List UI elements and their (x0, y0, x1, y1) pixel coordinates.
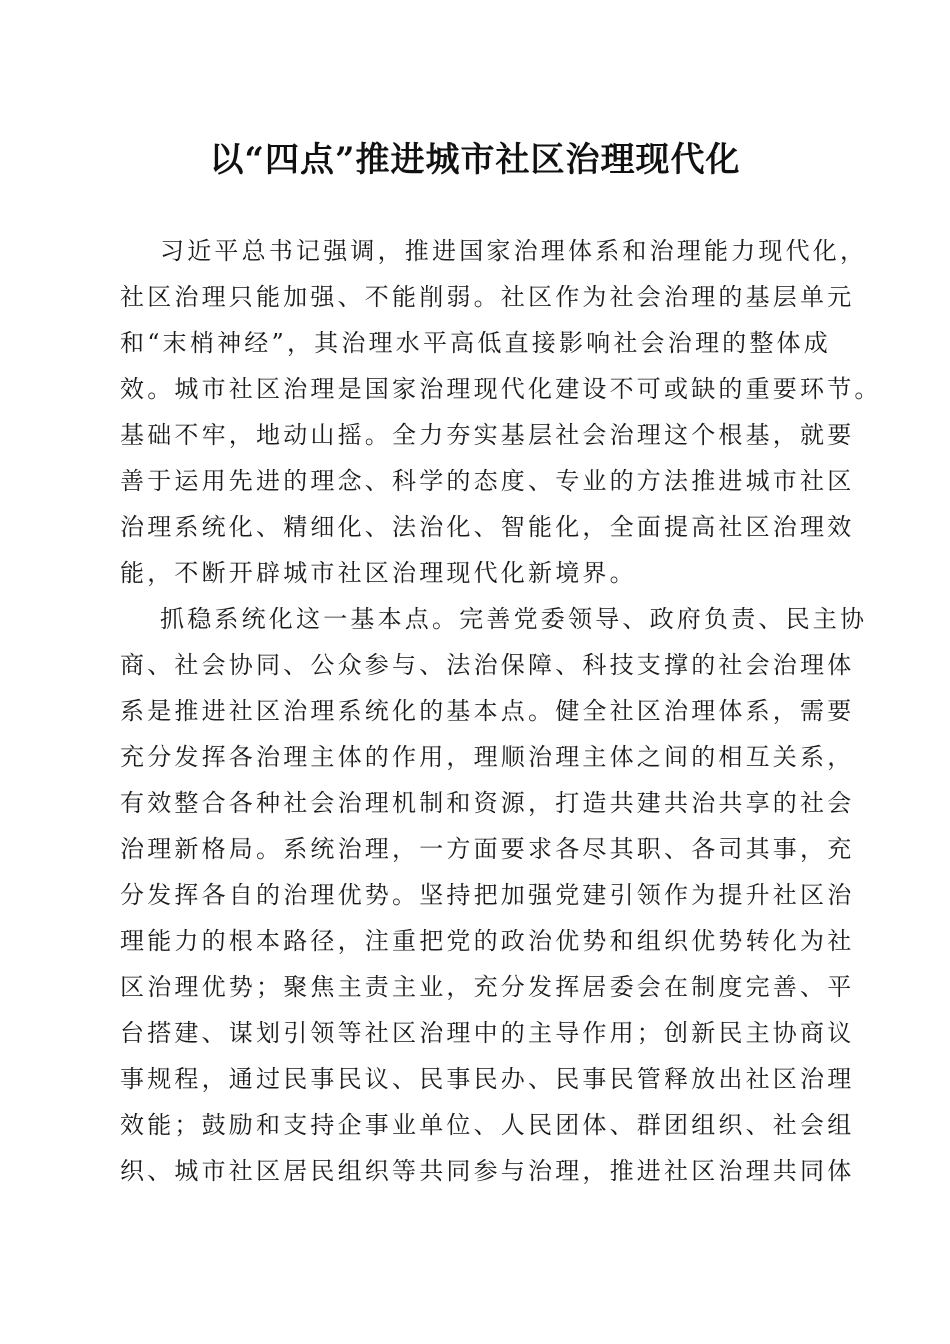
paragraph-line: 分发挥各自的治理优势。坚持把加强党建引领作为提升社区治 (120, 881, 855, 909)
paragraph-line: 基础不牢，地动山摇。全力夯实基层社会治理这个根基，就要 (120, 421, 855, 449)
paragraph-line: 善于运用先进的理念、科学的态度、专业的方法推进城市社区 (120, 467, 855, 495)
paragraph-line: 和“末梢神经”，其治理水平高低直接影响社会治理的整体成 (120, 329, 831, 357)
document-body (120, 228, 882, 1194)
paragraph-1 (120, 228, 882, 596)
paragraph-2 (120, 596, 868, 1194)
paragraph-line: 习近平总书记强调，推进国家治理体系和治理能力现代化， (160, 237, 868, 265)
paragraph-line: 能，不断开辟城市社区治理现代化新境界。 (120, 559, 637, 587)
paragraph-line: 事规程，通过民事民议、民事民办、民事民管释放出社区治理 (120, 1065, 855, 1093)
paragraph-line: 效能；鼓励和支持企事业单位、人民团体、群团组织、社会组 (120, 1111, 855, 1139)
paragraph-line: 织、城市社区居民组织等共同参与治理，推进社区治理共同体 (120, 1157, 855, 1185)
paragraph-line: 治理系统化、精细化、法治化、智能化，全面提高社区治理效 (120, 513, 855, 541)
paragraph-line: 充分发挥各治理主体的作用，理顺治理主体之间的相互关系， (120, 743, 855, 771)
paragraph-line: 抓稳系统化这一基本点。完善党委领导、政府负责、民主协 (160, 605, 868, 633)
paragraph-line: 社区治理只能加强、不能削弱。社区作为社会治理的基层单元 (120, 283, 855, 311)
paragraph-line: 治理新格局。系统治理，一方面要求各尽其职、各司其事，充 (120, 835, 855, 863)
paragraph-line: 理能力的根本路径，注重把党的政治优势和组织优势转化为社 (120, 927, 855, 955)
paragraph-line: 效。城市社区治理是国家治理现代化建设不可或缺的重要环节。 (120, 375, 882, 403)
paragraph-line: 系是推进社区治理系统化的基本点。健全社区治理体系，需要 (120, 697, 855, 725)
paragraph-line: 台搭建、谋划引领等社区治理中的主导作用；创新民主协商议 (120, 1019, 855, 1047)
paragraph-line: 商、社会协同、公众参与、法治保障、科技支撑的社会治理体 (120, 651, 855, 679)
document-title: 以“四点”推进城市社区治理现代化 (209, 140, 741, 180)
paragraph-line: 有效整合各种社会治理机制和资源，打造共建共治共享的社会 (120, 789, 855, 817)
paragraph-line: 区治理优势；聚焦主责主业，充分发挥居委会在制度完善、平 (120, 973, 855, 1001)
